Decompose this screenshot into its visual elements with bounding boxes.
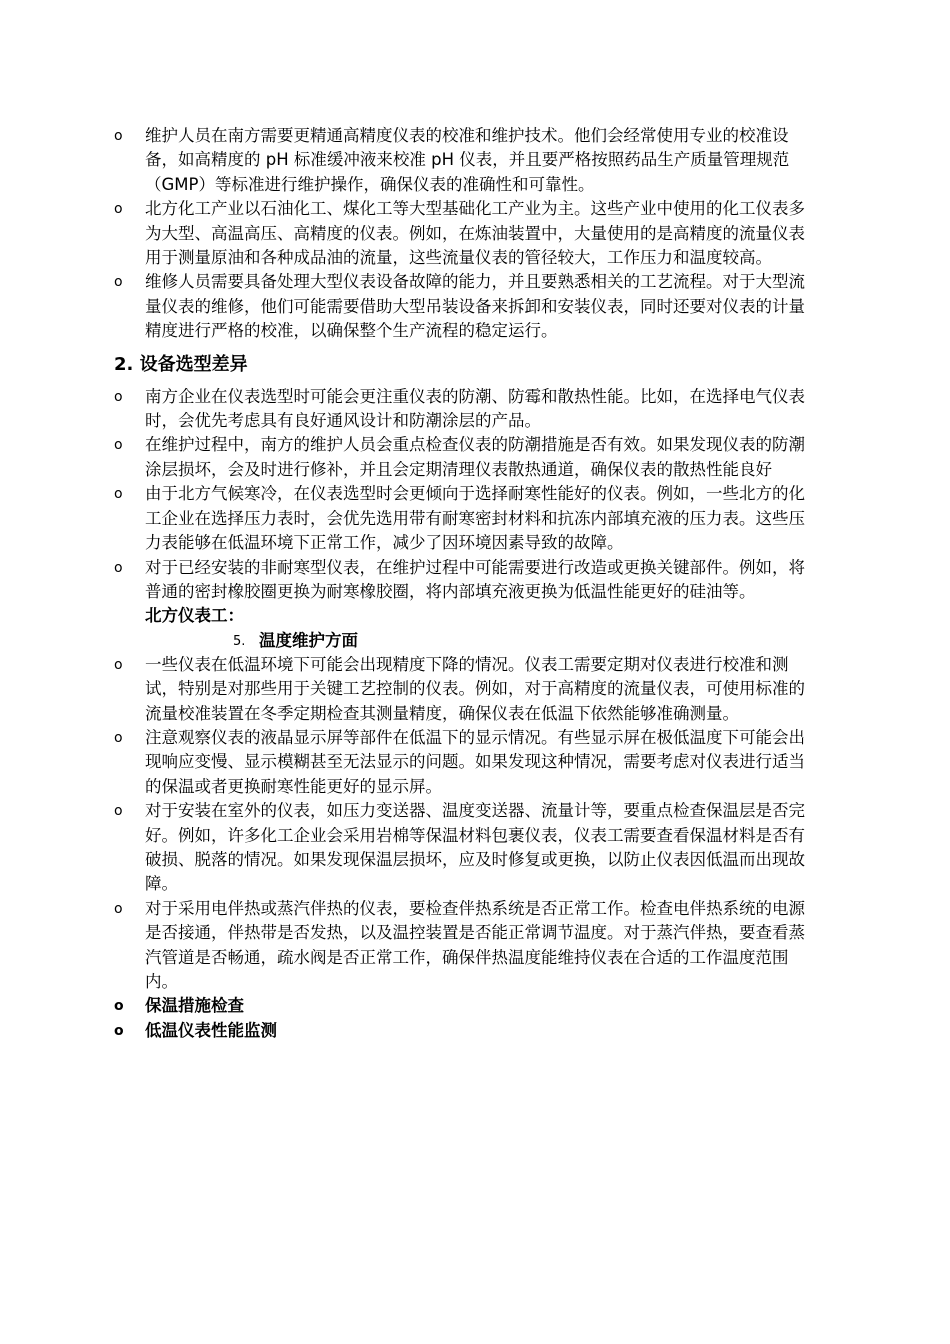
list-item	[114, 1019, 814, 1043]
list-item-text: 低温仪表性能监测	[145, 1020, 277, 1040]
bullet-marker: o	[114, 486, 123, 503]
list-item	[114, 197, 814, 270]
list-item-text: 在维护过程中，南方的维护人员会重点检查仪表的防潮措施是否有效。如果发现仪表的防潮涂层损坏，会及时进行修补，并且会定期清理仪表散热通道，确保仪表的散热性能良好	[145, 435, 805, 479]
list-item-text: 北方化工产业以石油化工、煤化工等大型基础化工产业为主。这些产业中使用的化工仪表多为大型、高温高压、高精度的仪表。例如，在炼油装置中，大量使用的是高精度的流量仪表用于测量原油和各种成品油的流量，这些流量仪表的管径较大，工作压力和温度较高。	[145, 199, 805, 268]
numbered-heading	[114, 629, 814, 653]
bullet-marker: o	[114, 729, 123, 746]
list-item	[114, 433, 814, 482]
list-item-text: 对于采用电伴热或蒸汽伴热的仪表，要检查伴热系统是否正常工作。检查电伴热系统的电源是否接通，伴热带是否发热，以及温控装置是否能正常调节温度。对于蒸汽伴热，要查看蒸汽管道是否畅通，疏水阀是否正常工作，确保伴热温度能维持仪表在合适的工作温度范围内。	[145, 898, 805, 991]
bullet-marker: o	[114, 803, 123, 820]
subheading: 北方仪表工：	[145, 606, 244, 626]
bullet-marker: o	[114, 1022, 124, 1039]
bullet-marker: o	[114, 274, 123, 291]
list-item-text: 由于北方气候寒冷，在仪表选型时会更倾向于选择耐寒性能好的仪表。例如，一些北方的化工企业在选择压力表时，会优先选用带有耐寒密封材料和抗冻内部填充液的压力表。这些压力表能够在低温环境下正常工作，减少了因环境因素导致的故障。	[145, 484, 805, 553]
bullet-marker: o	[114, 656, 123, 673]
list-item	[114, 124, 814, 197]
list-item-text: 一些仪表在低温环境下可能会出现精度下降的情况。仪表工需要定期对仪表进行校准和测试，特别是对那些用于关键工艺控制的仪表。例如，对于高精度的流量仪表，可使用标准的流量校准装置在冬季定期检查其测量精度，确保仪表在低温下依然能够准确测量。	[145, 654, 805, 723]
section-heading: 2. 设备选型差异	[114, 353, 248, 375]
list-item-text: 南方企业在仪表选型时可能会更注重仪表的防潮、防霉和散热性能。比如，在选择电气仪表时，会优先考虑具有良好通风设计和防潮涂层的产品。	[145, 386, 805, 431]
numbered-heading-text: 温度维护方面	[259, 630, 358, 650]
list-item-text: 维修人员需要具备处理大型仪表设备故障的能力，并且要熟悉相关的工艺流程。对于大型流量仪表的维修，他们可能需要借助大型吊装设备来拆卸和安装仪表，同时还要对仪表的计量精度进行严格的校准，以确保整个生产流程的稳定运行。	[145, 272, 805, 341]
list-item	[114, 385, 814, 434]
bullet-marker: o	[114, 998, 124, 1015]
bullet-marker: o	[114, 128, 123, 144]
document-content	[114, 124, 814, 1043]
bullet-marker: o	[114, 388, 123, 405]
list-item	[114, 556, 814, 605]
list-item	[114, 799, 814, 897]
list-item	[114, 482, 814, 555]
heading-number: 5.	[233, 633, 246, 649]
list-item	[114, 653, 814, 726]
list-item	[114, 270, 814, 343]
list-item	[114, 726, 814, 799]
list-item	[114, 994, 814, 1018]
list-item-text: 对于安装在室外的仪表，如压力变送器、温度变送器、流量计等，要重点检查保温层是否完好。例如，许多化工企业会采用岩棉等保温材料包裹仪表，仪表工需要查看保温材料是否有破损、脱落的情况。如果发现保温层损坏，应及时修复或更换，以防止仪表因低温而出现故障。	[145, 801, 805, 894]
list-item	[114, 897, 814, 995]
list-item-text: 保温措施检查	[145, 996, 244, 1016]
bullet-marker: o	[114, 559, 123, 576]
bullet-marker: o	[114, 900, 123, 917]
bullet-marker: o	[114, 437, 123, 454]
bullet-marker: o	[114, 201, 123, 218]
list-item-text: 维护人员在南方需要更精通高精度仪表的校准和维护技术。他们会经常使用专业的校准设备，如高精度的 pH 标准缓冲液来校准 pH 仪表，并且要严格按照药品生产质量管理规范（GMP）等标准进行维护操作，确保仪表的准确性和可靠性。	[145, 126, 790, 194]
list-item-text: 注意观察仪表的液晶显示屏等部件在低温下的显示情况。有些显示屏在极低温度下可能会出现响应变慢、显示模糊甚至无法显示的问题。如果发现这种情况，需要考虑对仪表进行适当的保温或者更换耐寒性能更好的显示屏。	[145, 727, 805, 796]
list-item-text: 对于已经安装的非耐寒型仪表，在维护过程中可能需要进行改造或更换关键部件。例如，将普通的密封橡胶圈更换为耐寒橡胶圈，将内部填充液更换为低温性能更好的硅油等。	[145, 557, 805, 601]
